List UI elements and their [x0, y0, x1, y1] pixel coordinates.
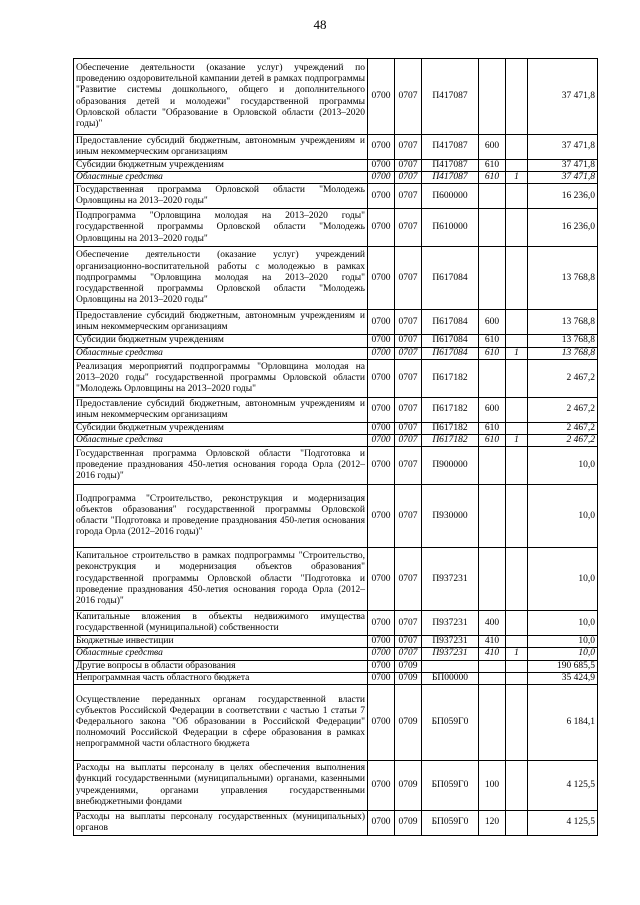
target-article-code: П610000	[422, 209, 479, 247]
table-row	[74, 548, 598, 611]
section-code: 0700	[368, 59, 395, 135]
section-code: 0700	[368, 347, 395, 359]
amount: 37 471,8	[528, 160, 598, 172]
row-description: Предоставление субсидий бюджетным, автономным учреждениям и иным некоммерческим организациям	[74, 310, 368, 335]
table-row	[74, 247, 598, 310]
amount: 10,0	[528, 636, 598, 648]
section-code: 0700	[368, 648, 395, 660]
funding-source-code	[506, 335, 528, 347]
expense-type-code	[479, 548, 506, 611]
row-description: Обеспечение деятельности (оказание услуг) учреждений по проведению оздоровительной кампании детей в рамках подпрограммы "Развитие системы дошкольного, общего и дополнительного образования детей и молодежи" государственной программы Орловской области "Образование в Орловской области (2013–2020 годы)"	[74, 59, 368, 135]
funding-source-code	[506, 247, 528, 310]
table-row	[74, 310, 598, 335]
amount: 10,0	[528, 611, 598, 636]
table-row	[74, 660, 598, 672]
subsection-code: 0707	[395, 611, 422, 636]
amount: 2 467,2	[528, 435, 598, 447]
amount: 35 424,9	[528, 672, 598, 684]
amount: 16 236,0	[528, 209, 598, 247]
subsection-code: 0707	[395, 435, 422, 447]
amount: 37 471,8	[528, 172, 598, 184]
expense-type-code: 610	[479, 160, 506, 172]
row-description: Обеспечение деятельности (оказание услуг) учреждений организационно-воспитательной работы с молодежью в рамках подпрограммы "Орловщина молодая на 2013–2020 годы" государственной программы Орловской области "Молодежь Орловщины на 2013–2020 годы"	[74, 247, 368, 310]
amount: 2 467,2	[528, 359, 598, 397]
target-article-code: П417087	[422, 172, 479, 184]
section-code: 0700	[368, 636, 395, 648]
target-article-code: П937231	[422, 611, 479, 636]
expense-type-code: 410	[479, 636, 506, 648]
amount: 13 768,8	[528, 247, 598, 310]
expense-type-code: 610	[479, 435, 506, 447]
target-article-code: БП059Г0	[422, 811, 479, 836]
row-description: Субсидии бюджетным учреждениям	[74, 160, 368, 172]
subsection-code: 0707	[395, 347, 422, 359]
funding-source-code: 1	[506, 648, 528, 660]
expense-type-code	[479, 59, 506, 135]
funding-source-code	[506, 660, 528, 672]
target-article-code: П937231	[422, 636, 479, 648]
expense-type-code: 600	[479, 310, 506, 335]
amount: 10,0	[528, 447, 598, 485]
target-article-code: П417087	[422, 59, 479, 135]
target-article-code: П937231	[422, 548, 479, 611]
expense-type-code: 610	[479, 422, 506, 434]
table-row	[74, 685, 598, 761]
target-article-code: П930000	[422, 485, 479, 548]
row-description: Предоставление субсидий бюджетным, автономным учреждениям и иным некоммерческим организациям	[74, 135, 368, 160]
target-article-code: П617182	[422, 435, 479, 447]
row-description: Областные средства	[74, 172, 368, 184]
expense-type-code: 610	[479, 335, 506, 347]
page-number: 48	[313, 17, 327, 32]
expense-type-code: 400	[479, 611, 506, 636]
section-code: 0700	[368, 135, 395, 160]
table-row	[74, 397, 598, 422]
target-article-code: П600000	[422, 184, 479, 209]
subsection-code: 0707	[395, 485, 422, 548]
funding-source-code	[506, 422, 528, 434]
row-description: Осуществление переданных органам государственной власти субъектов Российской Федерации в соответствии с частью 1 статьи 7 Федерального закона "Об образовании в Российской Федерации" полномочий Российской Федерации в сфере образования в рамках непрограммной части областного бюджета	[74, 685, 368, 761]
row-description: Реализация мероприятий подпрограммы "Орловщина молодая на 2013–2020 годы" государственной программы Орловской области "Молодежь Орловщины на 2013–2020 годы"	[74, 359, 368, 397]
subsection-code: 0707	[395, 636, 422, 648]
section-code: 0700	[368, 548, 395, 611]
section-code: 0700	[368, 685, 395, 761]
expense-type-code	[479, 184, 506, 209]
row-description: Бюджетные инвестиции	[74, 636, 368, 648]
amount: 13 768,8	[528, 335, 598, 347]
subsection-code: 0707	[395, 648, 422, 660]
funding-source-code	[506, 310, 528, 335]
expense-type-code	[479, 685, 506, 761]
expense-type-code	[479, 447, 506, 485]
target-article-code: П900000	[422, 447, 479, 485]
subsection-code: 0707	[395, 209, 422, 247]
section-code: 0700	[368, 359, 395, 397]
subsection-code: 0707	[395, 397, 422, 422]
funding-source-code	[506, 485, 528, 548]
section-code: 0700	[368, 447, 395, 485]
section-code: 0700	[368, 335, 395, 347]
funding-source-code	[506, 811, 528, 836]
section-code: 0700	[368, 611, 395, 636]
funding-source-code	[506, 59, 528, 135]
subsection-code: 0707	[395, 184, 422, 209]
expense-type-code: 120	[479, 811, 506, 836]
table-row	[74, 811, 598, 836]
section-code: 0700	[368, 485, 395, 548]
row-description: Государственная программа Орловской области "Подготовка и проведение празднования 450-летия основания города Орла (2012–2016 годы)"	[74, 447, 368, 485]
expense-type-code: 410	[479, 648, 506, 660]
funding-source-code	[506, 447, 528, 485]
section-code: 0700	[368, 184, 395, 209]
table-row	[74, 59, 598, 135]
expense-type-code: 600	[479, 397, 506, 422]
row-description: Расходы на выплаты персоналу в целях обеспечения выполнения функций государственными (муниципальными) органами, казенными учреждениями, органами управления государственными внебюджетными фондами	[74, 761, 368, 811]
section-code: 0700	[368, 660, 395, 672]
row-description: Другие вопросы в области образования	[74, 660, 368, 672]
section-code: 0700	[368, 172, 395, 184]
funding-source-code: 1	[506, 347, 528, 359]
row-description: Расходы на выплаты персоналу государственных (муниципальных) органов	[74, 811, 368, 836]
subsection-code: 0707	[395, 447, 422, 485]
table-row	[74, 422, 598, 434]
target-article-code: П617182	[422, 422, 479, 434]
section-code: 0700	[368, 247, 395, 310]
amount: 13 768,8	[528, 310, 598, 335]
subsection-code: 0709	[395, 660, 422, 672]
subsection-code: 0707	[395, 548, 422, 611]
row-description: Государственная программа Орловской области "Молодежь Орловщины на 2013–2020 годы"	[74, 184, 368, 209]
section-code: 0700	[368, 811, 395, 836]
section-code: 0700	[368, 310, 395, 335]
expense-type-code: 600	[479, 135, 506, 160]
table-row	[74, 485, 598, 548]
table-row	[74, 160, 598, 172]
section-code: 0700	[368, 672, 395, 684]
expense-type-code	[479, 247, 506, 310]
table-row	[74, 761, 598, 811]
subsection-code: 0707	[395, 335, 422, 347]
expense-type-code: 610	[479, 172, 506, 184]
subsection-code: 0707	[395, 422, 422, 434]
subsection-code: 0709	[395, 761, 422, 811]
subsection-code: 0707	[395, 59, 422, 135]
table-row	[74, 672, 598, 684]
target-article-code: БП059Г0	[422, 685, 479, 761]
funding-source-code	[506, 548, 528, 611]
subsection-code: 0707	[395, 135, 422, 160]
row-description: Капитальное строительство в рамках подпрограммы "Строительство, реконструкция и модернизация объектов образования" государственной программы Орловской области "Подготовка и проведение празднования 450-летия основания города Орла (2012–2016 годы)"	[74, 548, 368, 611]
funding-source-code	[506, 359, 528, 397]
amount: 2 467,2	[528, 397, 598, 422]
amount: 10,0	[528, 548, 598, 611]
target-article-code: П617182	[422, 359, 479, 397]
funding-source-code	[506, 209, 528, 247]
row-description: Субсидии бюджетным учреждениям	[74, 335, 368, 347]
row-description: Областные средства	[74, 435, 368, 447]
expense-type-code: 100	[479, 761, 506, 811]
target-article-code: П417087	[422, 135, 479, 160]
target-article-code: БП059Г0	[422, 761, 479, 811]
budget-table	[73, 58, 598, 836]
target-article-code: БП00000	[422, 672, 479, 684]
table-row	[74, 172, 598, 184]
expense-type-code	[479, 359, 506, 397]
amount: 4 125,5	[528, 811, 598, 836]
section-code: 0700	[368, 209, 395, 247]
table-row	[74, 611, 598, 636]
amount: 37 471,8	[528, 135, 598, 160]
funding-source-code	[506, 672, 528, 684]
subsection-code: 0707	[395, 172, 422, 184]
subsection-code: 0709	[395, 672, 422, 684]
table-row	[74, 184, 598, 209]
target-article-code: П617084	[422, 335, 479, 347]
subsection-code: 0709	[395, 685, 422, 761]
target-article-code: П617084	[422, 247, 479, 310]
funding-source-code	[506, 611, 528, 636]
funding-source-code	[506, 135, 528, 160]
subsection-code: 0707	[395, 247, 422, 310]
table-row	[74, 359, 598, 397]
row-description: Предоставление субсидий бюджетным, автономным учреждениям и иным некоммерческим организациям	[74, 397, 368, 422]
section-code: 0700	[368, 435, 395, 447]
table-row	[74, 447, 598, 485]
amount: 16 236,0	[528, 184, 598, 209]
table-row	[74, 435, 598, 447]
row-description: Областные средства	[74, 347, 368, 359]
funding-source-code	[506, 397, 528, 422]
amount: 190 685,5	[528, 660, 598, 672]
amount: 10,0	[528, 485, 598, 548]
target-article-code: П617182	[422, 397, 479, 422]
subsection-code: 0707	[395, 160, 422, 172]
expense-type-code	[479, 209, 506, 247]
target-article-code: П937231	[422, 648, 479, 660]
table-row	[74, 648, 598, 660]
funding-source-code: 1	[506, 435, 528, 447]
target-article-code: П417087	[422, 160, 479, 172]
amount: 6 184,1	[528, 685, 598, 761]
table-row	[74, 209, 598, 247]
section-code: 0700	[368, 761, 395, 811]
amount: 4 125,5	[528, 761, 598, 811]
funding-source-code	[506, 761, 528, 811]
amount: 2 467,2	[528, 422, 598, 434]
target-article-code: П617084	[422, 347, 479, 359]
expense-type-code	[479, 672, 506, 684]
funding-source-code: 1	[506, 172, 528, 184]
section-code: 0700	[368, 160, 395, 172]
row-description: Подпрограмма "Строительство, реконструкция и модернизация объектов образования" государственной программы Орловской области "Подготовка и проведение празднования 450-летия основания города Орла (2012–2016 годы)"	[74, 485, 368, 548]
subsection-code: 0707	[395, 359, 422, 397]
target-article-code	[422, 660, 479, 672]
row-description: Непрограммная часть областного бюджета	[74, 672, 368, 684]
expense-type-code	[479, 485, 506, 548]
amount: 10,0	[528, 648, 598, 660]
subsection-code: 0707	[395, 310, 422, 335]
table-row	[74, 135, 598, 160]
section-code: 0700	[368, 397, 395, 422]
expense-type-code: 610	[479, 347, 506, 359]
funding-source-code	[506, 184, 528, 209]
funding-source-code	[506, 160, 528, 172]
expense-type-code	[479, 660, 506, 672]
row-description: Областные средства	[74, 648, 368, 660]
amount: 37 471,8	[528, 59, 598, 135]
row-description: Подпрограмма "Орловщина молодая на 2013–2020 годы" государственной программы Орловской области "Молодежь Орловщины на 2013–2020 годы"	[74, 209, 368, 247]
table-row	[74, 347, 598, 359]
funding-source-code	[506, 685, 528, 761]
subsection-code: 0709	[395, 811, 422, 836]
table-row	[74, 335, 598, 347]
table-row	[74, 636, 598, 648]
row-description: Капитальные вложения в объекты недвижимого имущества государственной (муниципальной) собственности	[74, 611, 368, 636]
target-article-code: П617084	[422, 310, 479, 335]
funding-source-code	[506, 636, 528, 648]
row-description: Субсидии бюджетным учреждениям	[74, 422, 368, 434]
section-code: 0700	[368, 422, 395, 434]
amount: 13 768,8	[528, 347, 598, 359]
